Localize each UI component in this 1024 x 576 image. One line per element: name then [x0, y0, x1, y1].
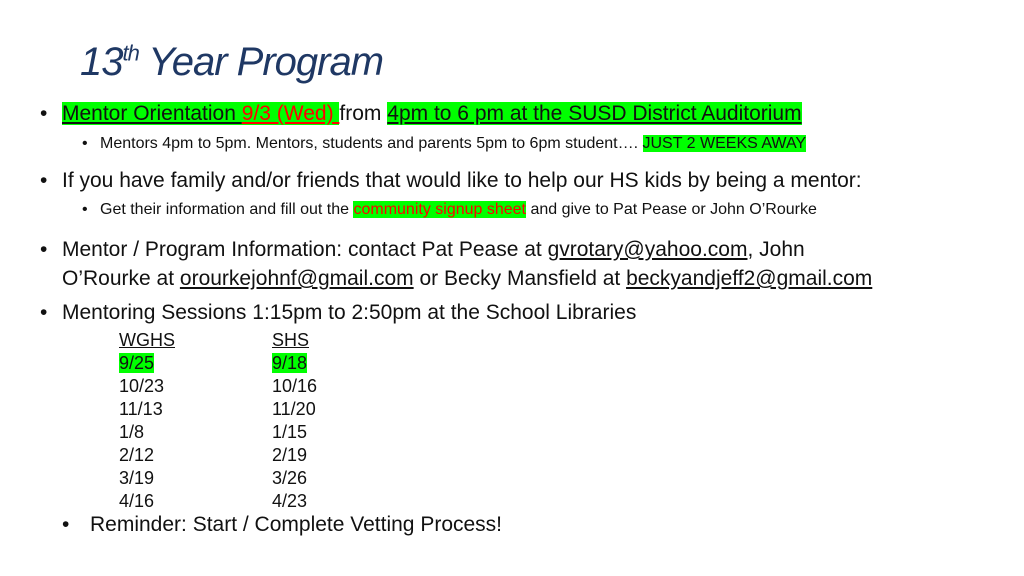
community-signup-link[interactable]: community signup sheet	[353, 201, 526, 218]
email-link-becky[interactable]: beckyandjeff2@gmail.com	[626, 267, 873, 290]
orientation-bullet	[40, 102, 802, 126]
session-date: 1/15	[272, 422, 308, 442]
session-date: 4/16	[119, 491, 155, 511]
session-date: 4/23	[272, 491, 308, 511]
session-date: 2/12	[119, 445, 155, 465]
bullet-dot: •	[40, 102, 48, 125]
contact-text: or Becky Mansfield at	[413, 267, 627, 290]
bullet-dot: •	[82, 201, 88, 218]
bullet-dot: •	[40, 169, 48, 192]
orientation-line	[62, 102, 802, 125]
orientation-detail: Mentors 4pm to 5pm. Mentors, students and parents 5pm to 6pm student….	[100, 135, 643, 152]
signup-post: and give to Pat Pease or John O’Rourke	[526, 201, 817, 218]
session-date: 1/8	[119, 422, 145, 442]
email-link-john[interactable]: orourkejohnf@gmail.com	[179, 267, 414, 290]
bullet-dot: •	[40, 301, 48, 324]
shs-header: SHS	[272, 330, 310, 350]
wghs-first-date: 9/25	[119, 353, 155, 373]
session-date: 11/13	[119, 399, 163, 419]
orientation-date: 9/3 (Wed)	[241, 102, 340, 125]
contact-text: O’Rourke at	[62, 267, 180, 290]
session-date: 10/23	[119, 376, 165, 396]
orientation-sub-bullet	[82, 135, 806, 153]
bullet-dot: •	[40, 238, 48, 261]
weeks-away-badge: JUST 2 WEEKS AWAY	[642, 135, 807, 152]
orientation-place: 4pm to 6 pm at the SUSD District Auditorium	[387, 102, 802, 125]
sessions-text: Mentoring Sessions 1:15pm to 2:50pm at the School Libraries	[62, 301, 637, 324]
sessions-bullet	[40, 301, 636, 325]
bullet-dot: •	[62, 513, 70, 536]
signup-pre: Get their information and fill out the	[100, 201, 354, 218]
reminder-bullet	[62, 513, 502, 537]
session-date: 3/26	[272, 468, 308, 488]
contact-line-2	[62, 264, 872, 293]
orientation-from: from	[339, 102, 388, 125]
email-link-pat[interactable]: gvrotary@yahoo.com	[547, 238, 748, 261]
session-date: 11/20	[272, 399, 316, 419]
title-superscript: th	[122, 40, 139, 66]
signup-sub-bullet	[82, 201, 817, 219]
shs-first-date: 9/18	[272, 353, 308, 373]
family-bullet	[40, 169, 862, 193]
contact-bullet	[40, 235, 872, 293]
contact-line-1	[62, 235, 872, 264]
title-number: 13	[80, 40, 123, 84]
session-date: 2/19	[272, 445, 308, 465]
page-title	[80, 40, 383, 85]
orientation-label: Mentor Orientation	[62, 102, 242, 125]
wghs-column	[119, 329, 175, 513]
wghs-header: WGHS	[119, 330, 175, 350]
contact-text: , John	[747, 238, 805, 261]
session-date: 10/16	[272, 376, 318, 396]
session-date: 3/19	[119, 468, 155, 488]
family-text: If you have family and/or friends that would like to help our HS kids by being a mentor:	[62, 169, 862, 192]
shs-column	[272, 329, 317, 513]
reminder-text: Reminder: Start / Complete Vetting Process!	[90, 513, 503, 536]
title-text: Year Program	[138, 40, 384, 84]
bullet-dot: •	[82, 135, 88, 152]
contact-text: Mentor / Program Information: contact Pat Pease at	[62, 238, 548, 261]
